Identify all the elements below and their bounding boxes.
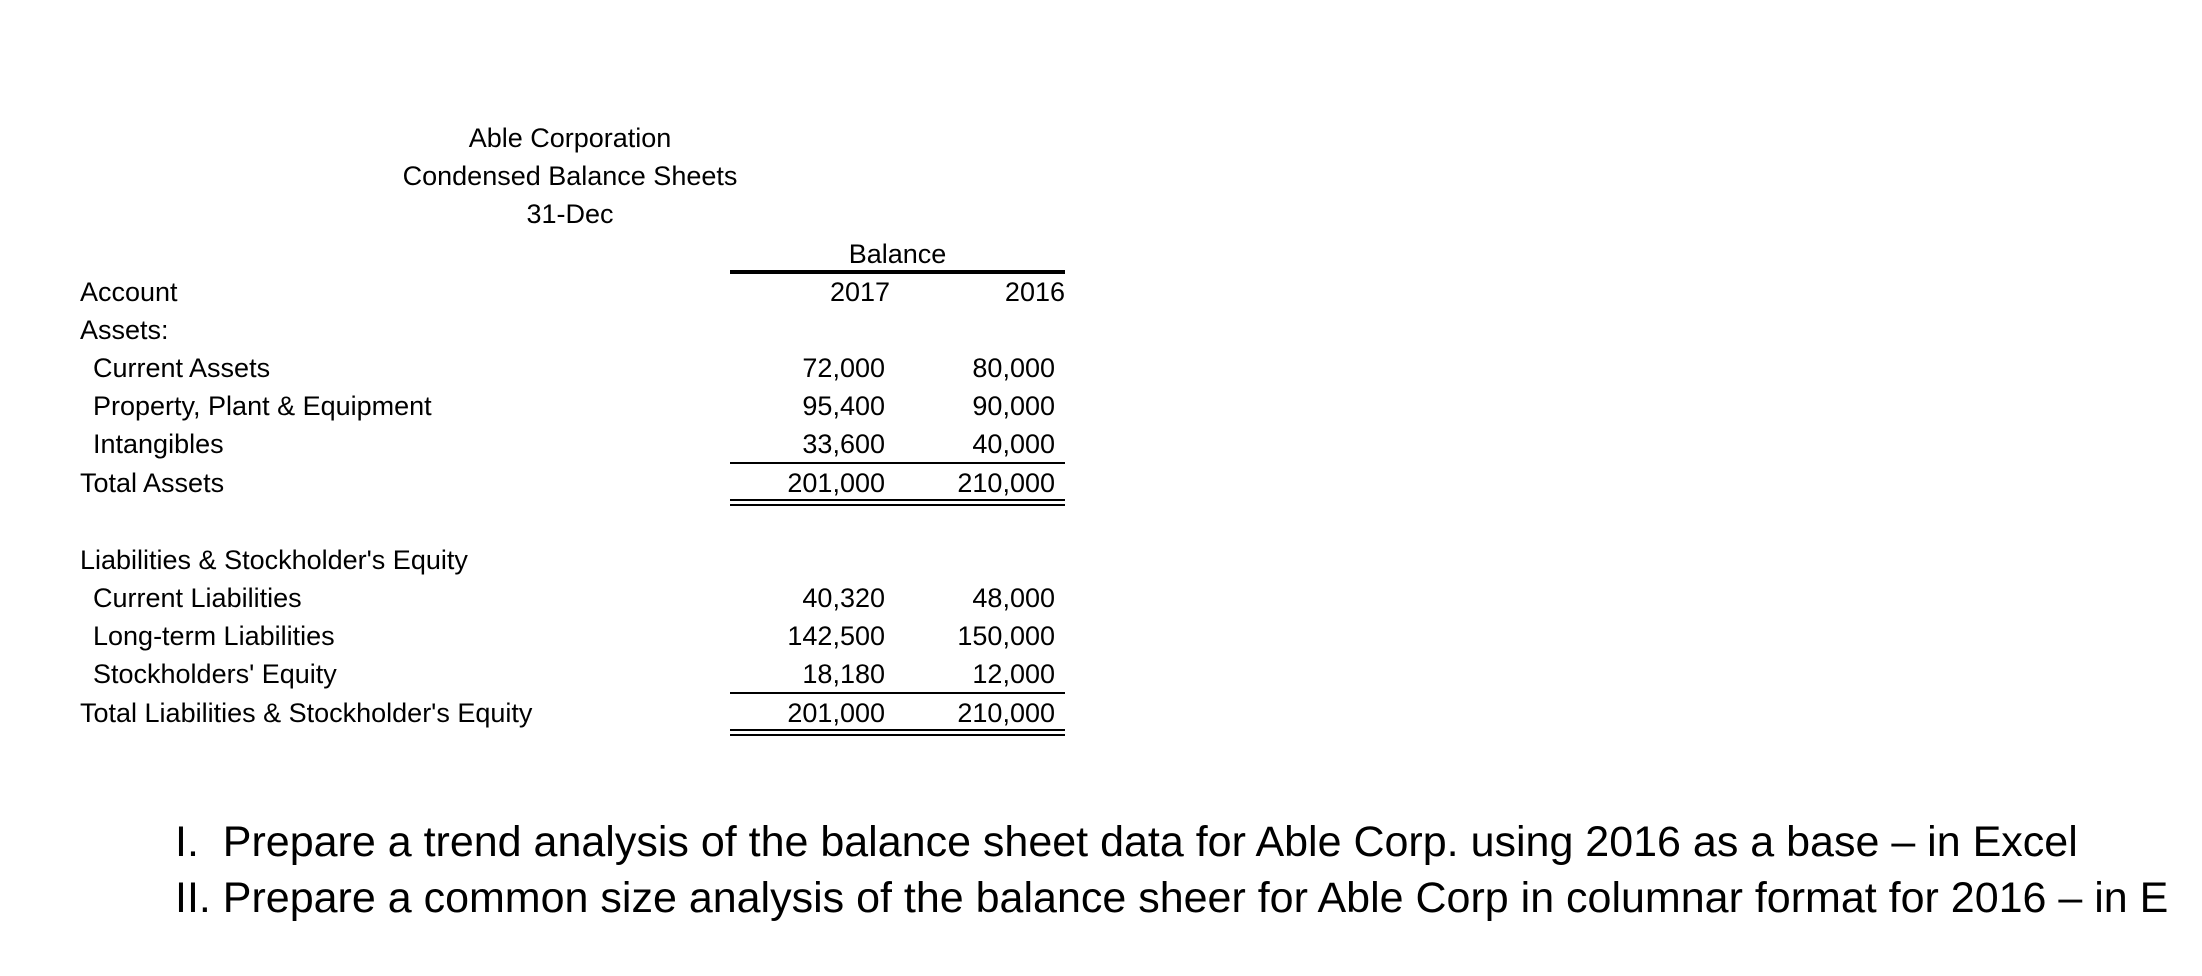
row-value-2016: 150,000 [957,621,1055,651]
assets-heading: Assets: [80,315,169,345]
total-assets-2016: 210,000 [957,468,1055,498]
subtotal-rule [730,462,1065,464]
row-label: Long-term Liabilities [93,621,335,651]
year-2017-header: 2017 [829,277,891,307]
double-rule-top [730,729,1065,731]
row-label: Current Liabilities [93,583,302,613]
row-label: Intangibles [93,429,224,459]
row-value-2017: 72,000 [802,353,885,383]
row-value-2016: 12,000 [972,659,1055,689]
instruction-line: II. Prepare a common size analysis of the balance sheer for Able Corp in columnar format for 2016 – in E [175,874,2169,922]
row-value-2017: 40,320 [802,583,885,613]
row-label: Property, Plant & Equipment [93,391,432,421]
total-liabilities-label: Total Liabilities & Stockholder's Equity [80,698,533,728]
year-2016-header: 2016 [1004,277,1065,307]
row-label: Stockholders' Equity [93,659,337,689]
balance-header: Balance [848,239,947,269]
subtotal-rule [730,692,1065,694]
double-rule-bottom [730,734,1065,736]
row-value-2016: 90,000 [972,391,1055,421]
statement-date: 31-Dec [526,199,614,229]
statement-title: Condensed Balance Sheets [402,161,738,191]
row-value-2016: 40,000 [972,429,1055,459]
row-value-2017: 33,600 [802,429,885,459]
header-rule [730,270,1065,274]
total-liabilities-2016: 210,000 [957,698,1055,728]
total-assets-2017: 201,000 [787,468,885,498]
double-rule-top [730,499,1065,501]
double-rule-bottom [730,504,1065,506]
row-value-2017: 18,180 [802,659,885,689]
row-value-2016: 80,000 [972,353,1055,383]
liabilities-heading: Liabilities & Stockholder's Equity [80,545,468,575]
total-liabilities-2017: 201,000 [787,698,885,728]
company-name: Able Corporation [468,123,672,153]
instruction-line: I. Prepare a trend analysis of the balance sheet data for Able Corp. using 2016 as a base – in Excel [175,818,2078,866]
total-assets-label: Total Assets [80,468,225,498]
row-value-2016: 48,000 [972,583,1055,613]
row-value-2017: 95,400 [802,391,885,421]
row-value-2017: 142,500 [787,621,885,651]
row-label: Current Assets [93,353,271,383]
account-header: Account [80,277,178,307]
